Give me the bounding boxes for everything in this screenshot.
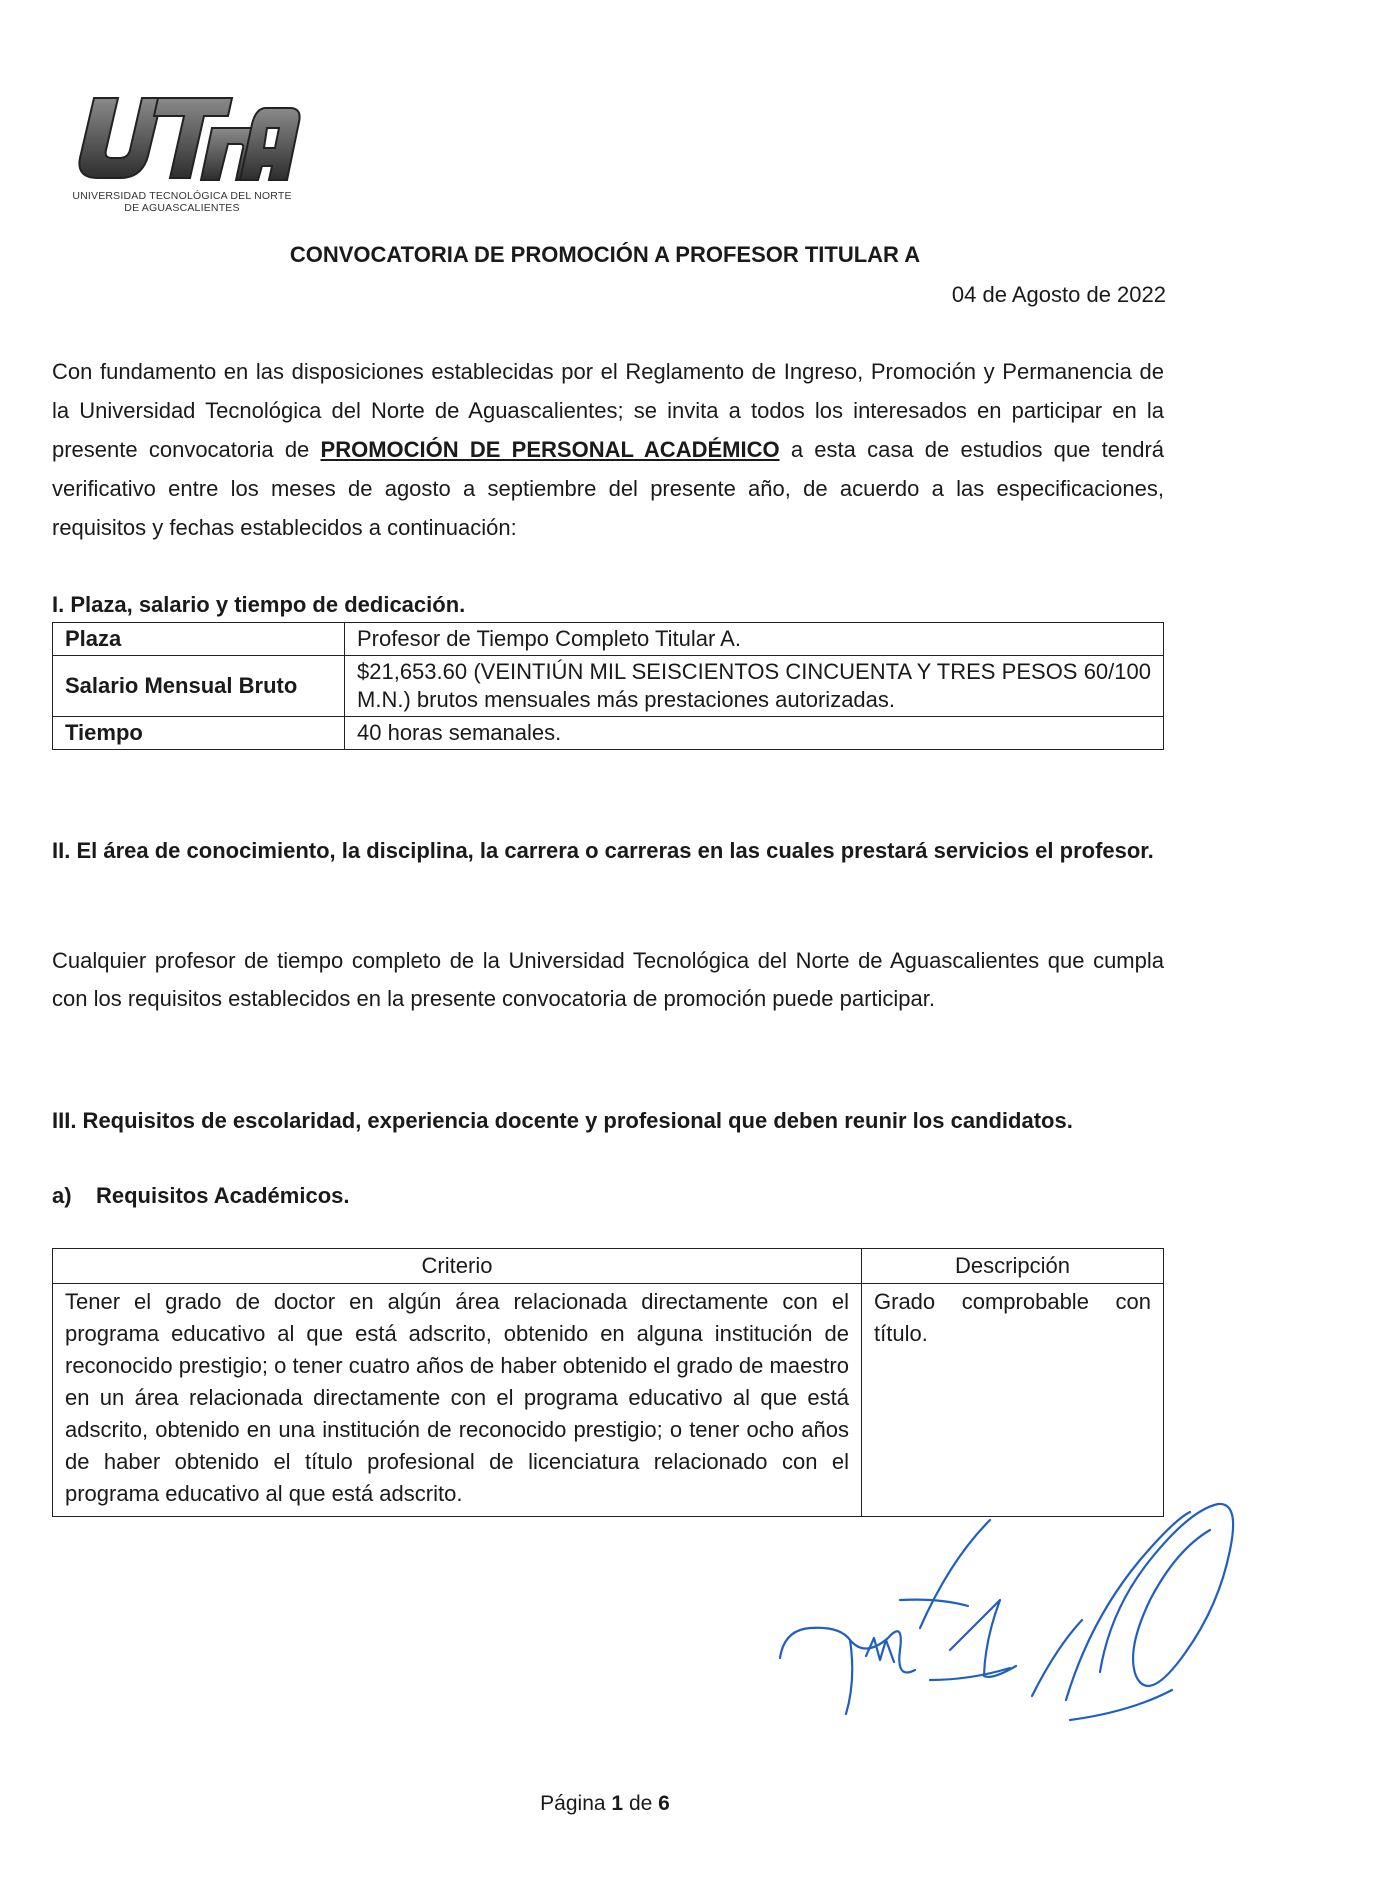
- footer-prefix: Página: [540, 1792, 606, 1815]
- header-descripcion: Descripción: [862, 1249, 1164, 1284]
- section-3-heading: III. Requisitos de escolaridad, experiencia docente y profesional que deben reunir los candidatos.: [52, 1108, 1073, 1133]
- criterio-cell: Tener el grado de doctor en algún área relacionada directamente con el programa educativo al que está adscrito, obtenido en alguna institución de reconocido prestigio; o tener cuatro años de haber obtenido el grado de maestro en un área relacionada directamente con el programa educativo al que está adscrito, obtenido en una institución de reconocido prestigio; o tener ocho años de haber obtenido el título profesional de licenciatura relacionado con el programa educativo al que está adscrito.: [53, 1284, 862, 1517]
- table-header-row: [53, 1249, 1164, 1284]
- tiempo-label: Tiempo: [53, 717, 345, 750]
- requisitos-table: [52, 1248, 1164, 1517]
- document-date: 04 de Agosto de 2022: [951, 282, 1166, 307]
- handwritten-signature: [770, 1480, 1270, 1780]
- plaza-value: Profesor de Tiempo Completo Titular A.: [345, 623, 1164, 656]
- logo-subtitle-line1: UNIVERSIDAD TECNOLÓGICA DEL NORTE: [72, 190, 292, 202]
- salario-label: Salario Mensual Bruto: [53, 656, 345, 717]
- logo-subtitle-line2: DE AGUASCALIENTES: [124, 202, 240, 214]
- intro-text-before: Con fundamento en las disposiciones establecidas por el Reglamento de Ingreso, Promoción y Permanencia de la Universidad Tecnológica del Norte de Aguascalientes; se invita a todos los interesados en participar en la presente convocatoria de: [52, 359, 1164, 462]
- footer-page: 1: [611, 1792, 624, 1815]
- page-footer: [0, 1792, 1210, 1816]
- intro-text-after: a esta casa de estudios que tendrá verificativo entre los meses de agosto a septiembre del presente año, de acuerdo a las especificaciones, requisitos y fechas establecidos a continuación:: [52, 437, 1164, 540]
- section-2-heading: II. El área de conocimiento, la disciplina, la carrera o carreras en las cuales prestará servicios el profesor.: [52, 838, 1154, 863]
- header-criterio: Criterio: [53, 1249, 862, 1284]
- tiempo-value: 40 horas semanales.: [345, 717, 1164, 750]
- utna-logo: [62, 88, 302, 218]
- table-row: [53, 656, 1164, 717]
- salario-value: $21,653.60 (VEINTIÚN MIL SEISCIENTOS CINCUENTA Y TRES PESOS 60/100 M.N.) brutos mensuales más prestaciones autorizadas.: [345, 656, 1164, 717]
- document-title: CONVOCATORIA DE PROMOCIÓN A PROFESOR TITULAR A: [289, 242, 921, 267]
- table-row: [53, 717, 1164, 750]
- intro-paragraph: [52, 352, 1164, 547]
- logo-subtitle: [62, 190, 302, 214]
- section-3a-marker: a): [52, 1183, 72, 1208]
- table-row: [53, 623, 1164, 656]
- plaza-label: Plaza: [53, 623, 345, 656]
- footer-total: 6: [658, 1792, 670, 1815]
- descripcion-cell: Grado comprobable con título.: [862, 1284, 1164, 1517]
- section-1-heading: I. Plaza, salario y tiempo de dedicación.: [52, 592, 466, 617]
- plaza-table: [52, 622, 1164, 750]
- intro-emphasis: PROMOCIÓN DE PERSONAL ACADÉMICO: [320, 437, 780, 462]
- section-2-paragraph: Cualquier profesor de tiempo completo de la Universidad Tecnológica del Norte de Aguascalientes que cumpla con los requisitos establecidos en la presente convocatoria de promoción puede participar.: [52, 948, 1164, 1011]
- section-3a-heading: [52, 1177, 1164, 1215]
- utna-logo-icon: [62, 88, 302, 188]
- footer-middle: de: [628, 1792, 653, 1815]
- section-3a-title: Requisitos Académicos.: [96, 1183, 350, 1208]
